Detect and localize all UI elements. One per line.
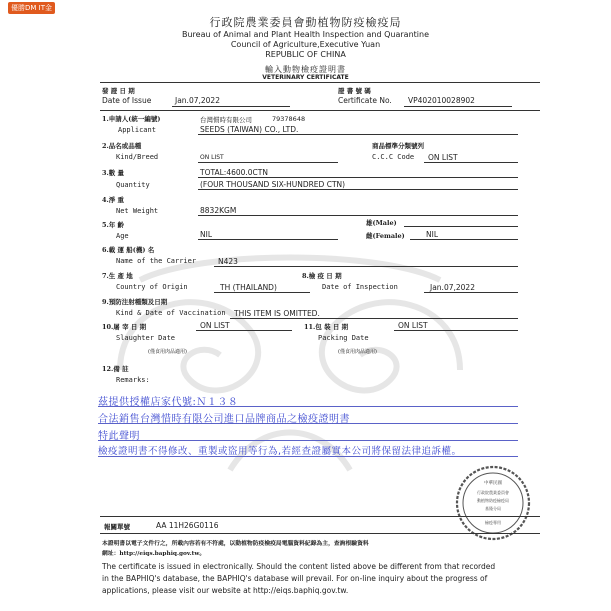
applicant-id: 79378648 <box>272 115 306 123</box>
kind-label-en: Kind/Breed <box>116 153 159 161</box>
background-watermark <box>80 240 500 500</box>
slaughter-value: ON LIST <box>200 321 230 330</box>
report-divider-bottom <box>100 533 540 534</box>
packing-note: (僅食用肉品適用) <box>338 349 377 355</box>
vaccination-label-zh: 9.預防注射種類及日期 <box>102 298 168 306</box>
carrier-value: N423 <box>218 257 238 266</box>
origin-label-en: Country of Origin <box>116 283 188 291</box>
footer-note-zh: 本證明書以電子文件行之，所載內容若有不符處，以動植物防疫檢疫局電腦資料紀錄為主，查詢根驗資料 <box>102 541 369 547</box>
slaughter-note: (僅食用肉品適用) <box>148 349 187 355</box>
packing-value: ON LIST <box>398 321 428 330</box>
weight-label-zh: 4.淨 重 <box>102 196 125 204</box>
council-title-en: Council of Agriculture,Executive Yuan <box>230 40 381 49</box>
ccc-label-zh: 商品標準分類號列 <box>372 142 424 150</box>
packing-label-en: Packing Date <box>318 334 369 342</box>
age-label-en: Age <box>116 232 129 240</box>
applicant-name-en: SEEDS (TAIWAN) CO., LTD. <box>200 125 299 134</box>
age-value: NIL <box>200 230 213 239</box>
agency-title-en: Bureau of Animal and Plant Health Inspection and Quarantine <box>181 30 430 39</box>
stamp-line-4: 檢疫證明書不得修改、重製或盜用等行為,若經查證屬實本公司將保留法律追訴權。 <box>98 446 462 457</box>
vaccination-value: THIS ITEM IS OMITTED. <box>234 309 320 318</box>
agency-title-zh: 行政院農業委員會動植物防疫檢疫局 <box>209 16 402 29</box>
footer-en-line-1: The certificate is issued in electronically. Should the content listed above be different from that recorded <box>102 562 496 571</box>
report-label: 報關單號 <box>104 523 130 531</box>
issue-date-label-en: Date of Issue <box>102 96 152 105</box>
carrier-label-en: Name of the Carrier <box>116 257 197 265</box>
stamp-line-3: 特此聲明 <box>98 431 140 442</box>
footer-en-line-3: applications, please visit our website at http://eiqs.baphiq.gov.tw. <box>102 586 349 595</box>
origin-value: TH (THAILAND) <box>220 283 277 292</box>
official-seal <box>454 464 532 542</box>
ccc-label-en: C.C.C Code <box>372 153 415 161</box>
country-title: REPUBLIC OF CHINA <box>265 50 346 59</box>
vaccination-label-en: Kind & Date of Vaccination <box>116 309 226 317</box>
seal-text-2: 動植物防疫檢疫局 <box>477 498 509 503</box>
quantity-label-en: Quantity <box>116 181 150 189</box>
report-value: AA 11H26G0116 <box>156 521 219 530</box>
packing-label-zh: 11.包 裝 日 期 <box>304 323 349 331</box>
cert-no-label-zh: 證 書 號 碼 <box>338 87 371 95</box>
inspection-value: Jan.07,2022 <box>430 283 475 292</box>
applicant-name-zh: 台灣慣時有限公司 <box>200 116 252 124</box>
cert-no-label-en: Certificate No. <box>338 96 392 105</box>
remarks-label-zh: 12.備 註 <box>102 365 129 373</box>
cert-title-en: VETERINARY CERTIFICATE <box>262 74 349 81</box>
slaughter-label-en: Slaughter Date <box>116 334 176 342</box>
seal-text-1: 行政院農業委員會 <box>477 490 509 495</box>
inspection-label-zh: 8.檢 疫 日 期 <box>302 272 342 280</box>
origin-label-zh: 7.生 產 地 <box>102 272 133 280</box>
report-divider-top <box>100 516 540 517</box>
male-label: 雄(Male) <box>366 219 397 227</box>
source-tag: 優勝DM IT金 <box>8 2 55 14</box>
inspection-label-en: Date of Inspection <box>322 283 398 291</box>
age-label-zh: 5.年 齡 <box>102 221 125 229</box>
weight-value: 8832KGM <box>200 206 237 215</box>
footer-url-zh: 網址：http://eiqs.baphiq.gov.tw。 <box>102 551 206 557</box>
quantity-value: TOTAL:4600.0CTN <box>200 168 268 177</box>
applicant-label-en: Applicant <box>118 126 156 134</box>
seal-text-top: 中華民國 <box>484 481 502 486</box>
weight-label-en: Net Weight <box>116 207 159 215</box>
issue-divider <box>100 110 540 111</box>
quantity-label-zh: 3.數 量 <box>102 169 125 177</box>
cert-title-zh: 輸入動物檢疫證明書 <box>265 65 346 74</box>
seal-text-3: 基隆分局 <box>485 506 501 511</box>
remarks-label-en: Remarks: <box>116 376 150 384</box>
cert-no-value: VP402010028902 <box>408 96 475 105</box>
issue-date-value: Jan.07,2022 <box>175 96 220 105</box>
footer-en-line-2: in the BAPHIQ's database, the BAPHIQ's database will prevail. For on-line inquiry about the progress of <box>102 574 488 583</box>
female-label: 雌(Female) <box>366 232 405 240</box>
quantity-words: (FOUR THOUSAND SIX-HUNDRED CTN) <box>200 180 346 189</box>
stamp-line-1: 茲提供授權店家代號:Ｎ１３８ <box>98 397 239 408</box>
female-value: NIL <box>426 230 439 239</box>
kind-value: ON LIST <box>200 154 224 161</box>
kind-label-zh: 2.品名或品種 <box>102 142 142 150</box>
header-divider <box>100 82 540 83</box>
slaughter-label-zh: 10.屠 宰 日 期 <box>102 323 147 331</box>
carrier-label-zh: 6.載 運 船(機) 名 <box>102 246 155 254</box>
issue-date-label-zh: 發 證 日 期 <box>102 87 135 95</box>
stamp-line-2: 合法銷售台灣惜時有限公司進口品牌商品之檢疫證明書 <box>98 414 350 425</box>
ccc-value: ON LIST <box>428 153 458 162</box>
seal-text-bottom: 檢疫專用 <box>485 520 501 525</box>
applicant-label-zh: 1.申請人(統一編號) <box>102 115 161 123</box>
